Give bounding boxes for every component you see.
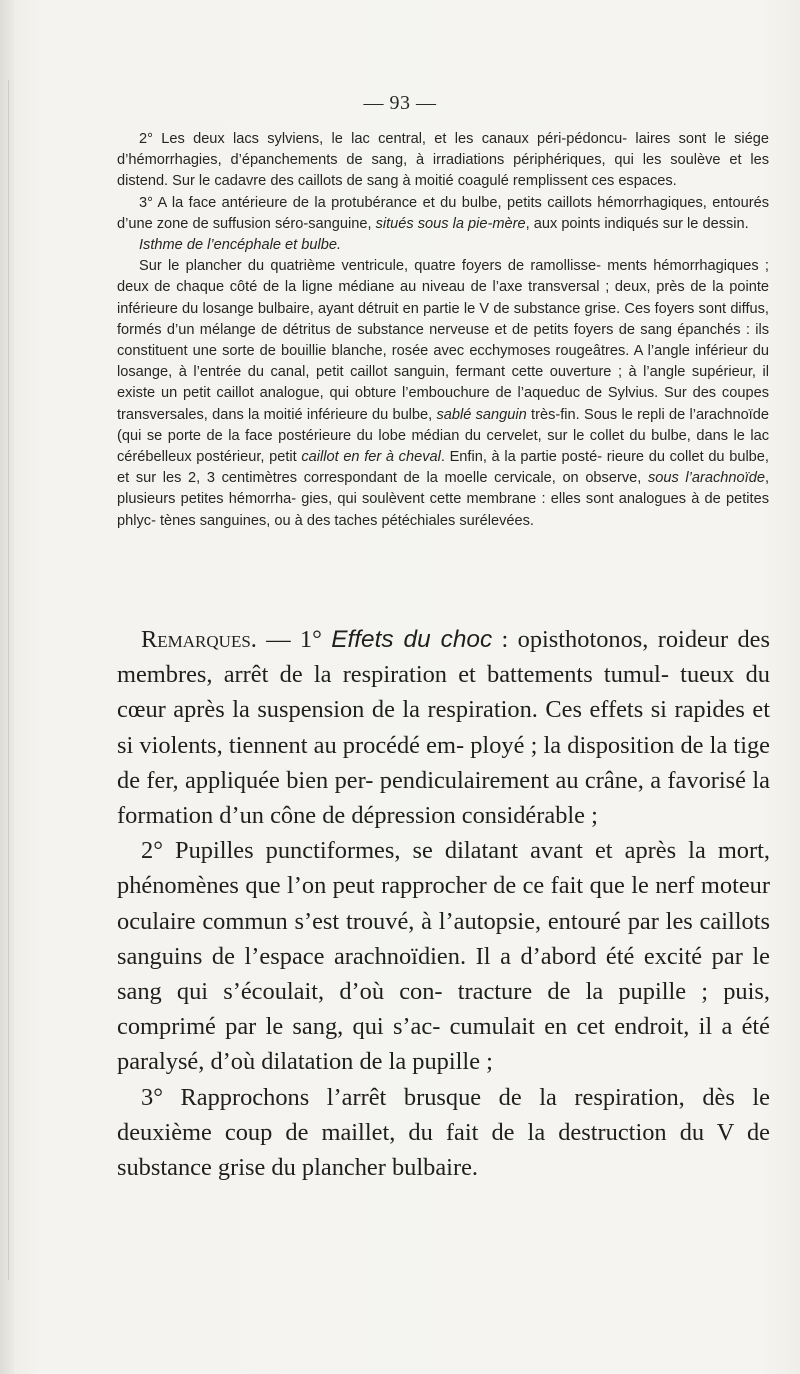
paragraph-remarks-pupils	[117, 833, 770, 1079]
paragraph-remarks-shock	[117, 622, 770, 833]
paragraph-remarks-respiration	[117, 1080, 770, 1186]
paragraph-fourth-ventricle-italic-2: caillot en fer à cheval	[301, 449, 441, 466]
section-heading-isthmus	[117, 235, 769, 256]
paragraph-protuberance-text-a: 3° A la face antérieure de la protubérance et du bulbe, petits caillots hémorrhagiques, entourés d’une zone de suffusion séro-sanguine,	[117, 194, 769, 232]
remarks-respiration-text: 3° Rapprochons l’arrêt brusque de la respiration, dès le deuxième coup de maillet, du fait de la destruction du V de substance grise du plancher bulbaire.	[117, 1083, 770, 1182]
page-binding-line	[8, 80, 9, 1280]
paragraph-protuberance	[117, 193, 769, 235]
autopsy-findings-section	[117, 129, 769, 532]
remarks-label: Remarques.	[141, 626, 257, 653]
remarks-italic-title: Effets du choc	[331, 626, 493, 653]
paragraph-fourth-ventricle-italic-3: sous l’arachnoïde	[647, 470, 765, 487]
remarks-dash: — 1°	[256, 626, 332, 653]
page-binding-shadow	[0, 0, 14, 1374]
remarks-pupils-text: 2° Pupilles punctiformes, se dilatant avant et après la mort, phénomènes que l’on peut rapprocher de ce fait que le nerf moteur oculaire commun s’est trouvé, à l’autopsie, entouré par les caillots sanguins de l’espace arachnoïdien. Il a d’abord été excité par le sang qui s’écoulait, d’où con- tracture de la pupille ; puis, comprimé par le sang, qui s’ac- cumulait en cet endroit, il a été paralysé, d’où dilatation de la pupille ;	[117, 837, 770, 1076]
remarks-section	[117, 622, 770, 1185]
paragraph-fourth-ventricle	[117, 256, 769, 532]
paragraph-fourth-ventricle-italic-1: sablé sanguin	[436, 406, 527, 423]
paragraph-fourth-ventricle-text-a: Sur le plancher du quatrième ventricule, quatre foyers de ramollisse- ments hémorrhagiques ; deux de chaque côté de la ligne médiane au niveau de l’axe transversal ; deux, près de la pointe inférieure du losange bulbaire, ayant détruit en partie le V de substance grise. Ces foyers sont diffus, formés d’un mélange de détritus de substance nerveuse et de petits foyers de sang épanchés : ils constituent une sorte de bouillie blanche, rosée avec ecchymoses rougeâtres. A l’angle inférieur du losange, à l’entrée du canal, petit caillot sanguin, fermant cette ouverture ; à l’angle supérieur, il existe un petit caillot analogue, qui obture l’embouchure de l’aqueduc de Sylvius. Sur des coupes transversales, dans la moitié inférieure du bulbe,	[117, 258, 769, 423]
paragraph-fourth-ventricle-text-c: . Enfin, à la partie posté- rieure du collet du bulbe, et sur les 2, 3 centimètres correspondant de la moelle cervicale, on observe,	[117, 449, 769, 487]
paragraph-fourth-ventricle-text-d: , plusieurs petites hémorrha- gies, qui soulèvent cette membrane : elles sont analogues à de petites phlyc- tènes sanguines, ou à des taches pétéchiales surélevées.	[117, 470, 769, 529]
page-number: — 93 —	[363, 92, 437, 114]
paragraph-fourth-ventricle-text-b: très-fin. Sous le repli de l’arachnoïde (qui se porte de la face postérieure du lobe médian du cervelet, sur le collet du bulbe, dans le lac cérébelleux postérieur, petit	[117, 406, 769, 466]
paragraph-protuberance-italic: situés sous la pie-mère	[375, 215, 526, 232]
paragraph-sylvian-lakes	[117, 129, 769, 193]
paragraph-sylvian-lakes-text: 2° Les deux lacs sylviens, le lac central, et les canaux péri-pédoncu- laires sont le siége d’hémorrhagies, d’épanchements de sang, à irradiations périphériques, qui les soulève et les distend. Sur le cadavre des caillots de sang à moitié coagulé remplissent ces espaces.	[117, 131, 769, 190]
section-heading-isthmus-text: Isthme de l’encéphale et bulbe.	[139, 237, 342, 254]
remarks-shock-text: : opisthotonos, roideur des membres, arrêt de la respiration et battements tumul- tueux du cœur après la suspension de la respiration. Ces effets si rapides et si violents, tiennent au procédé em- ployé ; la disposition de la tige de fer, appliquée bien per- pendiculairement au crâne, a favorisé la formation d’un cône de dépression considérable ;	[117, 626, 770, 830]
paragraph-protuberance-text-b: , aux points indiqués sur le dessin.	[525, 215, 749, 232]
